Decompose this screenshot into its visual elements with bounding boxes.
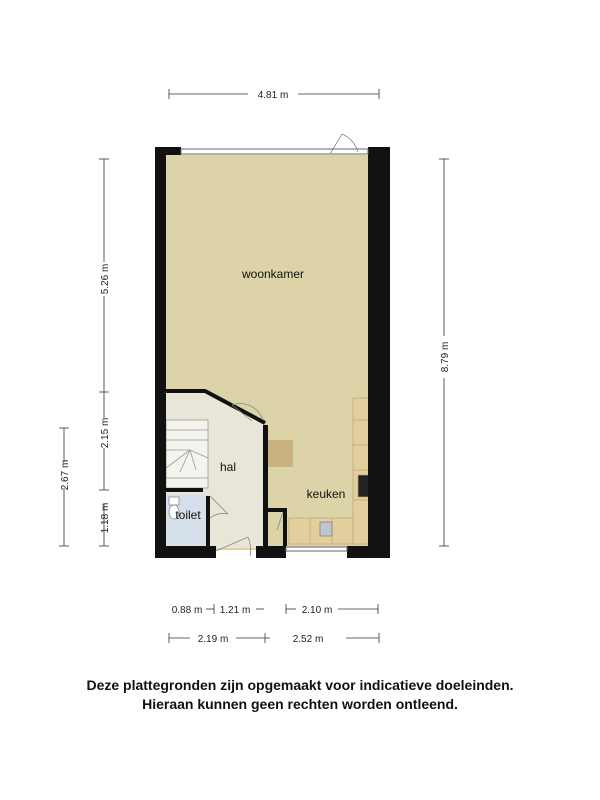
room-label-toilet: toilet <box>175 508 201 522</box>
dim-bottom-c: 2.10 m <box>301 605 333 616</box>
dim-top-width: 4.81 m <box>257 90 289 101</box>
wall-bottom-mid <box>256 546 286 558</box>
dim-left-lower: 1.18 m <box>100 502 111 534</box>
wall-toilet-top <box>166 488 203 492</box>
window-top <box>181 149 368 154</box>
room-label-hal: hal <box>219 460 237 474</box>
window-bottom <box>286 547 347 551</box>
wall-hall-kitchen <box>263 425 268 546</box>
wall-top-left <box>155 147 181 155</box>
disclaimer-line-2: Hieraan kunnen geen rechten worden ontleend. <box>142 696 458 712</box>
dim-left-middle: 2.15 m <box>100 417 111 449</box>
dim-far-left: 2.67 m <box>60 459 71 491</box>
dim-right-height: 8.79 m <box>440 341 451 373</box>
dim-bottom-e: 2.52 m <box>292 634 324 645</box>
wall-toilet-right <box>206 496 210 546</box>
dim-bottom-b: 1.21 m <box>219 605 251 616</box>
wall-bottom-right <box>347 546 390 558</box>
room-label-keuken: keuken <box>306 487 346 501</box>
disclaimer-line-1: Deze plattegronden zijn opgemaakt voor indicatieve doeleinden. <box>86 677 514 693</box>
wall-right <box>368 147 390 558</box>
dim-bottom-a: 0.88 m <box>171 605 203 616</box>
wall-left <box>155 147 166 558</box>
dining-table <box>266 440 293 467</box>
sink <box>320 522 332 536</box>
room-label-woonkamer: woonkamer <box>241 267 305 281</box>
disclaimer <box>0 676 600 714</box>
wall-bottom-left <box>155 546 216 558</box>
staircase <box>166 420 208 488</box>
dim-bottom-d: 2.19 m <box>197 634 229 645</box>
dim-left-upper: 5.26 m <box>100 263 111 295</box>
